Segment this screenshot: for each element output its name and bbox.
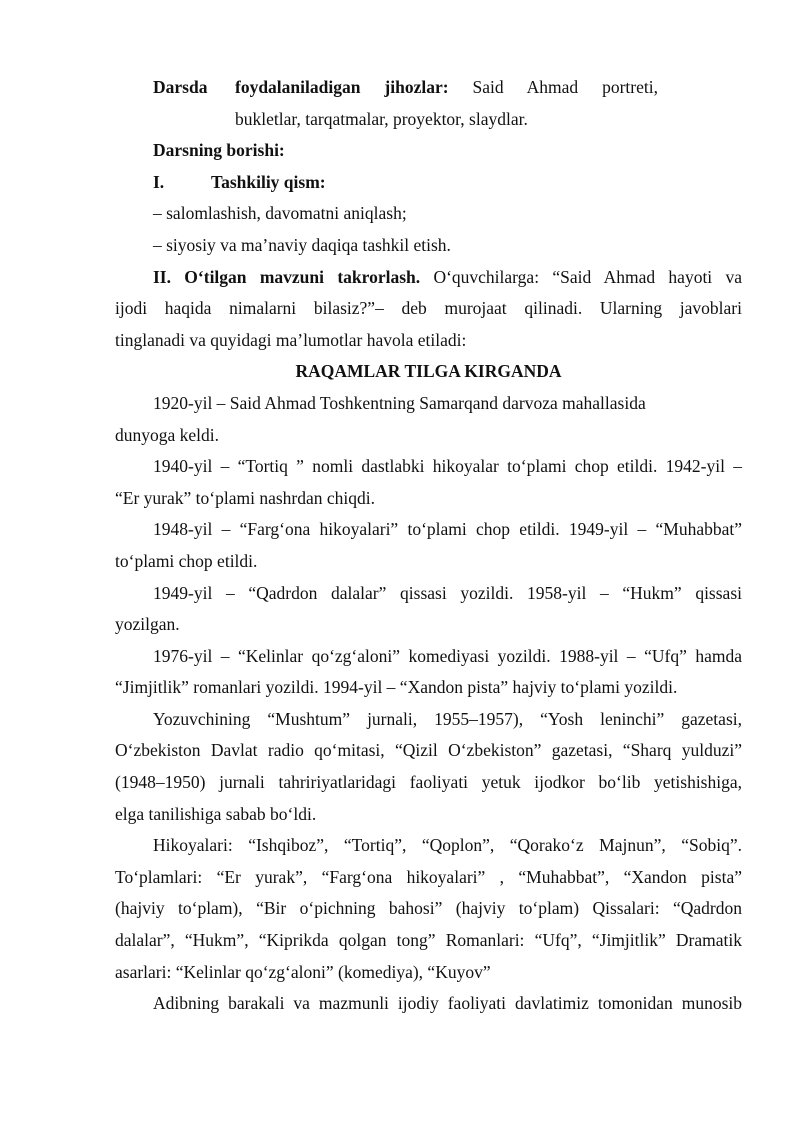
timeline-line: “Er yurak” to‘plami nashrdan chiqdi. [115,487,375,508]
center-title: RAQAMLAR TILGA KIRGANDA [295,361,562,382]
list-item: – siyosiy va ma’naviy daqiqa tashkil etish. [153,234,451,255]
timeline-line: 1948-yil – “Farg‘ona hikoyalari” to‘plami chop etildi. 1949-yil – “Muhabbat” [153,519,742,540]
career-line: elga tanilishiga sabab bo‘ldi. [115,803,317,824]
equipment-label: Darsda [153,77,208,97]
final-line: Adibning barakali va mazmunli ijodiy faoliyati davlatimiz tomonidan munosib [153,993,742,1014]
section-2-line-2: ijodi haqida nimalarni bilasiz?”– deb murojaat qilinadi. Ularning javoblari [115,298,742,319]
document-content [115,72,742,1020]
career-line: O‘zbekiston Davlat radio qo‘mitasi, “Qizil O‘zbekiston” gazetasi, “Sharq yulduzi” [115,740,742,761]
works-line: (hajviy to‘plam), “Bir o‘pichning bahosi” (hajviy to‘plam) Qissalari: “Qadrdon [115,898,742,919]
timeline-line: “Jimjitlik” romanlari yozildi. 1994-yil – “Xandon pista” hajviy to‘plami yozildi. [115,677,678,698]
list-item: – salomlashish, davomatni aniqlash; [153,203,407,224]
timeline-line: 1940-yil – “Tortiq ” nomli dastlabki hikoyalar to‘plami chop etildi. 1942-yil – [153,456,742,477]
section-2-line-1: II. O‘tilgan mavzuni takrorlash. O‘quvchilarga: “Said Ahmad hayoti va [153,266,742,287]
section-1-heading: I. Tashkiliy qism: [153,171,326,192]
works-line: Hikoyalari: “Ishqiboz”, “Tortiq”, “Qoplon”, “Qorako‘z Majnun”, “Sobiq”. [153,835,742,856]
career-line: (1948–1950) jurnali tahririyatlaridagi faoliyati yetuk ijodkor bo‘lib yetishishiga, [115,772,742,793]
timeline-line: to‘plami chop etildi. [115,550,258,571]
timeline-line: 1976-yil – “Kelinlar qo‘zg‘aloni” komediyasi yozildi. 1988-yil – “Ufq” hamda [153,645,742,666]
equipment-block [115,72,742,135]
section-2-line-3: tinglanadi va quyidagi ma’lumotlar havola etiladi: [115,329,467,350]
career-line: Yozuvchining “Mushtum” jurnali, 1955–1957), “Yosh leninchi” gazetasi, [153,708,742,729]
timeline-line: dunyoga keldi. [115,424,220,445]
timeline-line: yozilgan. [115,614,180,635]
works-line: asarlari: “Kelinlar qo‘zg‘aloni” (komediya), “Kuyov” [115,961,491,982]
works-line: dalalar”, “Hukm”, “Kiprikda qolgan tong” Romanlari: “Ufq”, “Jimjitlik” Dramatik [115,930,742,951]
equipment-line-2: bukletlar, tarqatmalar, proyektor, slaydlar. [235,108,528,129]
works-line: To‘plamlari: “Er yurak”, “Farg‘ona hikoyalari” , “Muhabbat”, “Xandon pista” [115,866,742,887]
equipment-line-1: foydalaniladigan jihozlar: Said Ahmad portreti, [235,77,658,97]
timeline-line: 1949-yil – “Qadrdon dalalar” qissasi yozildi. 1958-yil – “Hukm” qissasi [153,582,742,603]
timeline-line: 1920-yil – Said Ahmad Toshkentning Samarqand darvoza mahallasida [153,392,646,413]
lesson-heading: Darsning borishi: [153,140,285,161]
